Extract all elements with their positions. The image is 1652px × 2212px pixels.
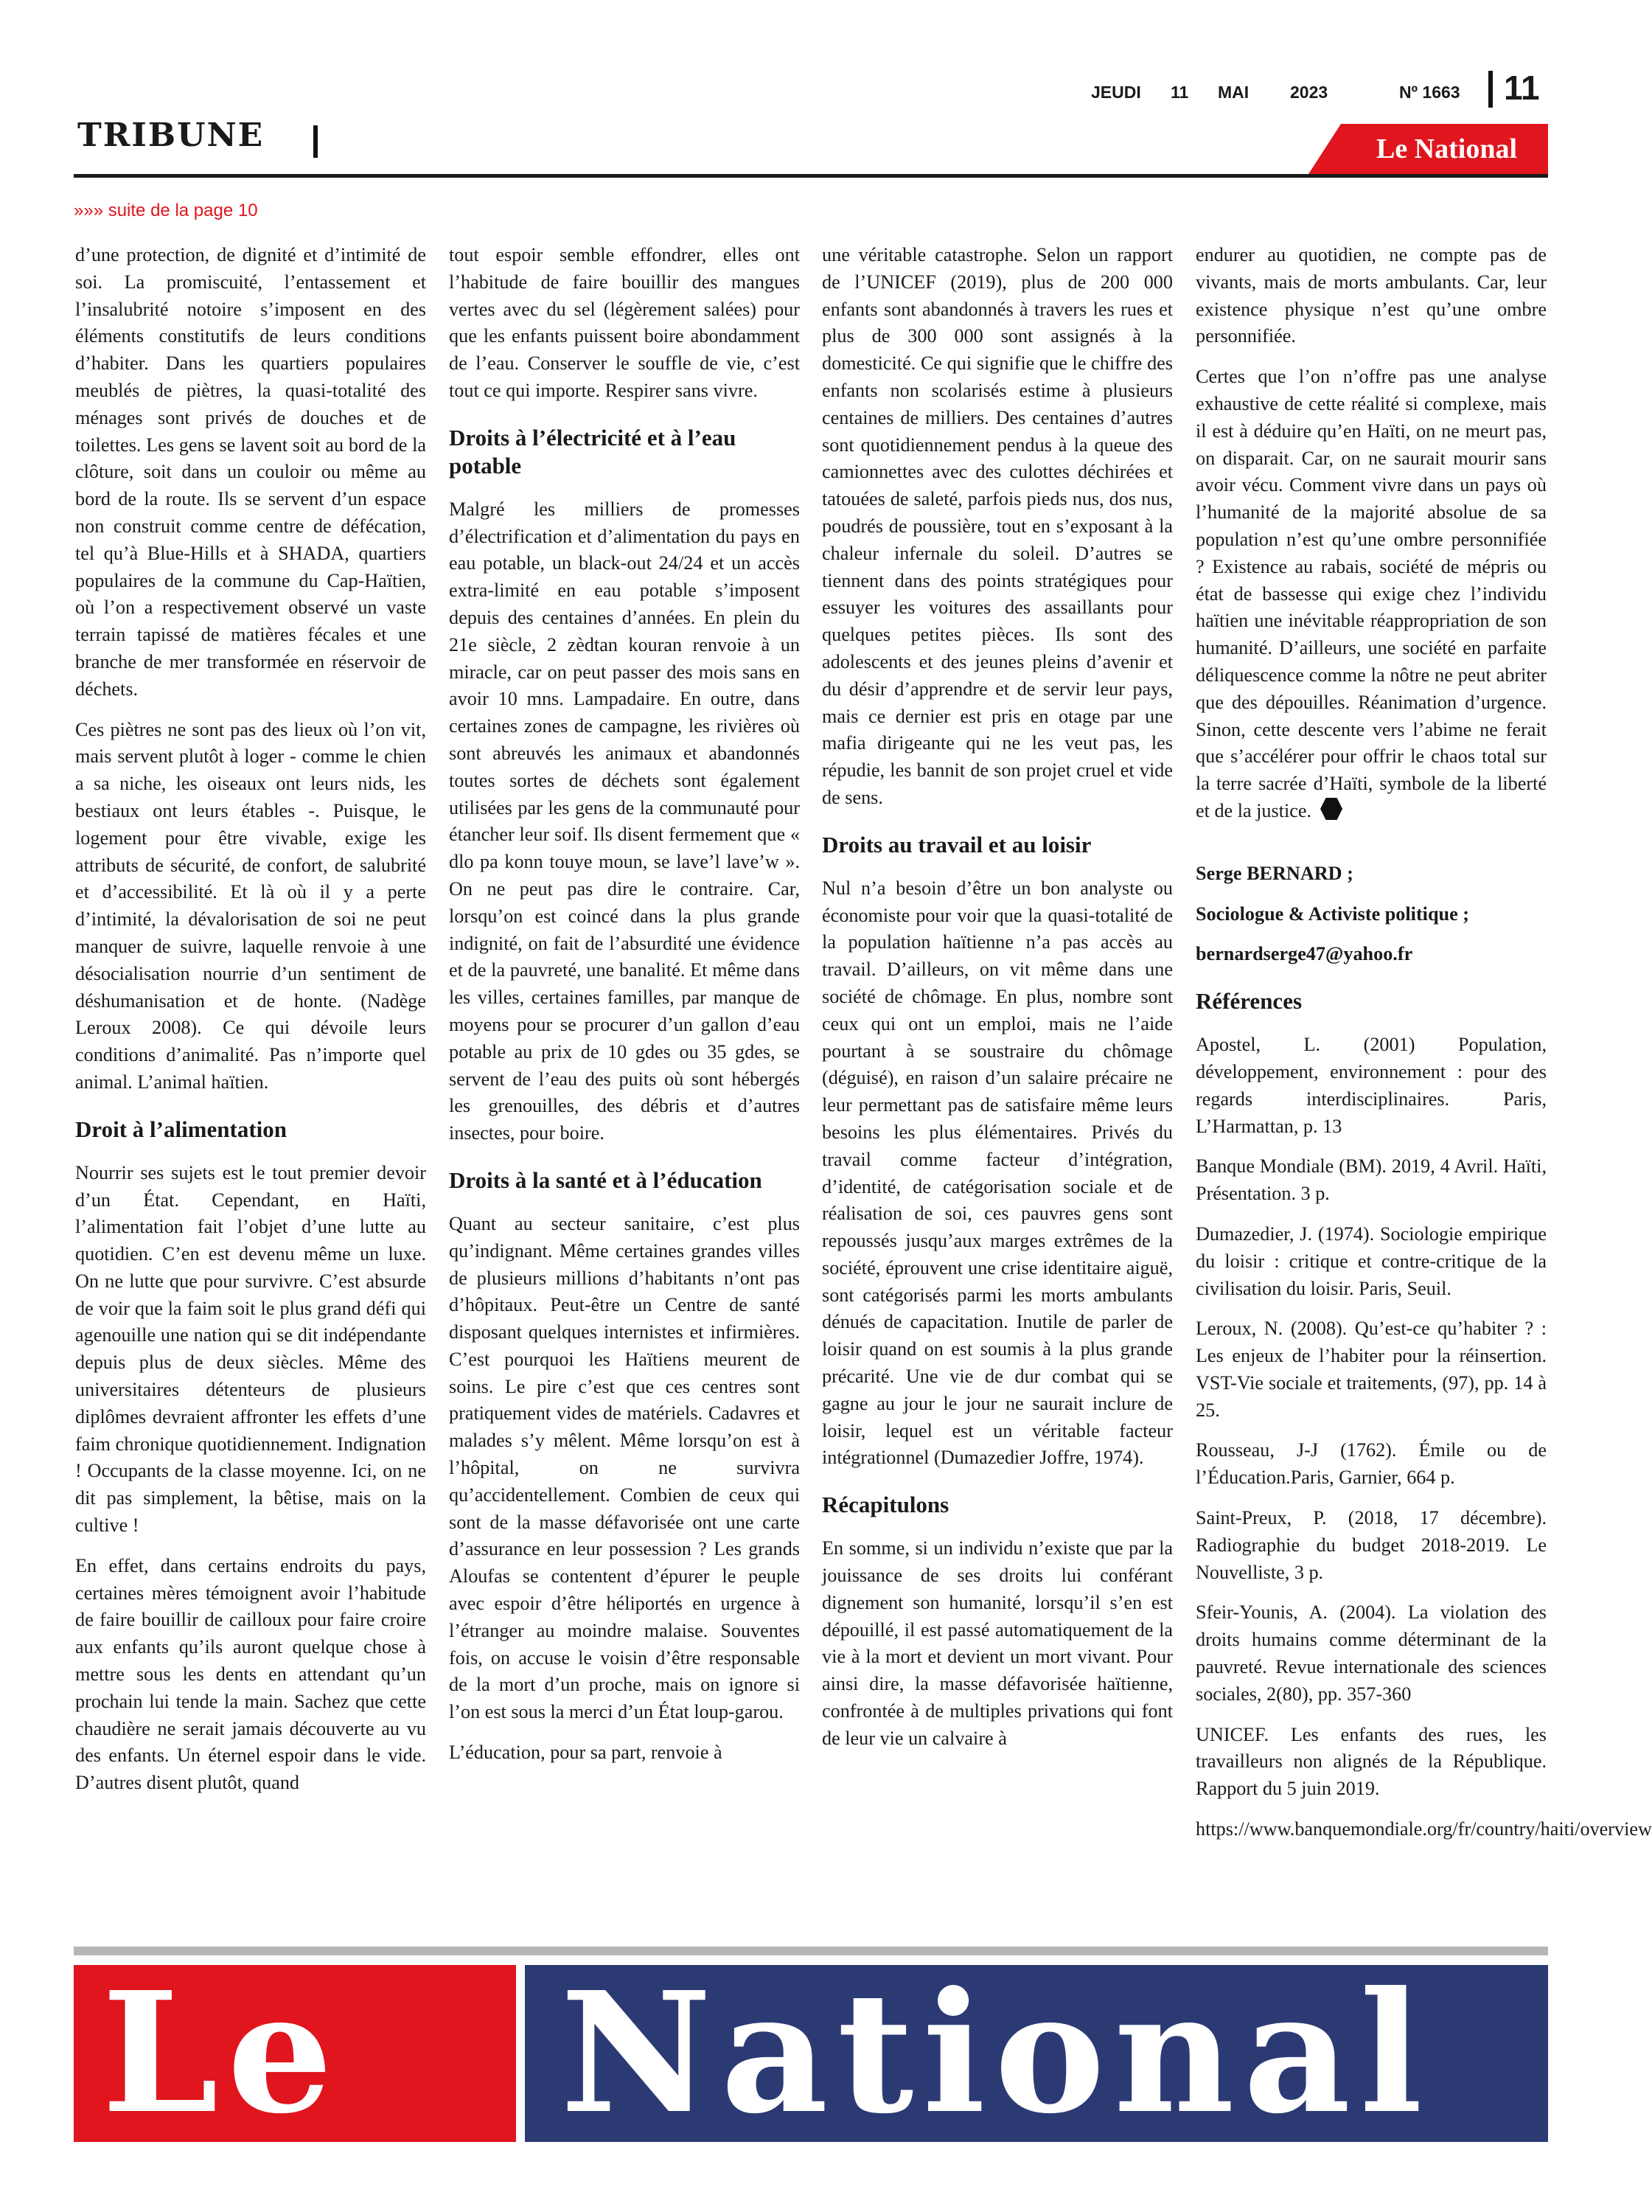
- section-title: TRIBUNE: [77, 116, 265, 154]
- reference-item: Leroux, N. (2008). Qu’est-ce qu’habiter ? : Les enjeux de l’habiter pour la réinsertion. VST-Vie sociale et traitements, (97), pp. 14 à 25.: [1196, 1318, 1547, 1421]
- continued-from-note: »»» suite de la page 10: [74, 201, 258, 220]
- article-column-2: [449, 242, 800, 1935]
- paragraph-text: Certes que l’on n’offre pas une analyse exhaustive de cette réalité si complexe, mais il est à déduire qu’en Haïti, on ne meurt pas, on disparait. Car, on ne saurait mourir sans avoir vécu. Comment vivre dans un pays où l’humanité de la majorité absolue de sa population n’est qu’une ombre personnifiée ? Existence au rabais, société de mépris ou état de bassesse qui exige chez l’individu haïtien une inévitable réappropriation de son humanité. D’ailleurs, une société en parfaite déliquescence comme la nôtre ne peut abriter que des dépouilles. Réanimation d’urgence. Sinon, cette descente vers l’abime ne ferait que s’accélérer pour offrir le chaos total sur la terre sacrée d’Haïti, symbole de la liberté et de la justice.: [1196, 366, 1547, 821]
- subheading-sante-education: Droits à la santé et à l’éducation: [449, 1166, 762, 1193]
- masthead-banner: [74, 1956, 1548, 2151]
- end-of-article-icon: [1320, 798, 1342, 820]
- author-name: Serge BERNARD ;: [1196, 862, 1353, 884]
- issue-year: 2023: [1290, 83, 1328, 102]
- page-number: 11: [1504, 69, 1540, 107]
- references-heading: Références: [1196, 988, 1303, 1015]
- reference-item: Sfeir-Younis, A. (2004). La violation des droits humains comme déterminant de la pauvreté. Revue internationale des sciences sociales, 2(80), pp. 357-360: [1196, 1601, 1547, 1705]
- footer-rule: [74, 1947, 1548, 1955]
- article-column-3: [822, 242, 1173, 1935]
- page-number-divider: [1488, 71, 1493, 108]
- paragraph: Ces piètres ne sont pas des lieux où l’on vit, mais servent plutôt à loger - comme le chien a sa niche, les oiseaux ont leurs nids, les bestiaux ont leurs étables -. Puisque, le logement pour être vivable, exige les attributs de sécurité, de confort, de salubrité et d’accessibilité. Et là où il y a perte d’intimité, la dévalorisation de soi ne peut manquer de suivre, laquelle renvoie à une désocialisation nourrie d’un sentiment de déshumanisation et de honte. (Nadège Leroux 2008). Ce qui dévoile leurs conditions d’animalité. Pas n’importe quel animal. L’animal haïtien.: [75, 718, 426, 1093]
- paragraph: tout espoir semble effondrer, elles ont l’habitude de faire bouillir des mangues vertes avec du sel (légèrement salées) pour que les enfants puissent boire abondamment de l’eau. Conserver le souffle de vie, c’est tout ce qui importe. Respirer sans vivre.: [449, 244, 800, 401]
- subheading-alimentation: Droit à l’alimentation: [75, 1116, 287, 1142]
- reference-item: Banque Mondiale (BM). 2019, 4 Avril. Haïti, Présentation. 3 p.: [1196, 1155, 1547, 1205]
- subheading-travail-loisir: Droits au travail et au loisir: [822, 831, 1092, 858]
- paragraph: Nourrir ses sujets est le tout premier devoir d’un État. Cependant, en Haïti, l’alimentation fait l’objet d’une lutte au quotidien. C’en est devenu même un luxe. On ne lutte que pour survivre. C’est absurde de voir que la faim soit le plus grand défi qui agenouille une nation qui se dit indépendante depuis plus de deux siècles. Même des universitaires détenteurs de plusieurs diplômes devraient affronter les effets d’une faim chronique quotidiennement. Indignation ! Occupants de la classe moyenne. Ici, on ne dit pas simplement, la bêtise, mais on la cultive !: [75, 1161, 426, 1537]
- paragraph: [1196, 364, 1547, 825]
- header-rule: [74, 174, 1548, 178]
- subheading-electricite-eau: Droits à l’électricité et à l’eau potable: [449, 424, 736, 479]
- paragraph: Quant au secteur sanitaire, c’est plus qu’indignant. Même certaines grandes villes de plusieurs millions d’habitants n’ont pas d’hôpitaux. Peut-être un Centre de santé disposant quelques internistes et infirmières. C’est pourquoi les Haïtiens meurent de soins. Le pire c’est que ces centres sont pratiquement vides de matériels. Cadavres et malades s’y mêlent. Même lorsqu’on est à l’hôpital, on ne survivra qu’accidentellement. Combien de ceux qui sont de la masse défavorisée ont une carte d’assurance en leur possession ? Les grands Aloufas se contentent d’épurer le peuple avec espoir d’être héliportés en urgence à l’étranger au moindre malaise. Souventes fois, on accuse le voisin d’être responsable de la mort d’un proche, mais on ignore si l’on est sous la merci d’un État loup-garou.: [449, 1212, 800, 1723]
- paragraph: endurer au quotidien, ne compte pas de vivants, mais de morts ambulants. Car, leur existence physique n’est qu’une ombre personnifiée.: [1196, 244, 1547, 347]
- paragraph: En effet, dans certains endroits du pays, certaines mères témoignent avoir l’habitude de faire bouillir de cailloux pour faire croire aux enfants qu’ils auront quelque chose à mettre sous les dents en attendant qu’un prochain lui tende la main. Sachez que cette chaudière ne serait jamais découverte au vu des enfants. Un éternel espoir dans le vide. D’autres disent plutôt, quand: [75, 1554, 426, 1794]
- issue-number: Nº 1663: [1399, 83, 1460, 102]
- paragraph: En somme, si un individu n’existe que par la jouissance de ses droits lui conférant dignement son humanité, lorsqu’il s’en est dépouillé, il est passé automatiquement de la vie à la mort et devient un mort vivant. Pour ainsi dire, la masse défavorisée haïtienne, confrontée à de multiples privations qui font de leur vie un calvaire à: [822, 1537, 1173, 1749]
- brand-name: Le National: [1376, 133, 1518, 164]
- issue-month: MAI: [1218, 83, 1250, 102]
- paragraph: L’éducation, pour sa part, renvoie à: [449, 1742, 722, 1764]
- paragraph: Nul n’a besoin d’être un bon analyste ou économiste pour voir que la quasi-totalité de la population haïtienne n’a pas accès au travail. D’ailleurs, on vit même dans une société de chômage. En plus, nombre sont ceux qui ont un emploi, mais ne l’aide pourtant à se soustraire du chômage (déguisé), en raison d’un salaire précaire ne leur permettant pas de satisfaire même leurs besoins les plus élémentaires. Privés du travail comme facteur d’intégration, d’identité, de catégorisation sociale et de réalisation de soi, ces pauvres gens sont repoussés jusqu’aux marges extrêmes de la société, éprouvent une crise identitaire aiguë, sont catégorisés parmi les morts ambulants dénués de capacitation. Inutile de parler de loisir quand on est soumis à la plus grande précarité. Une vie de dur combat qui se gagne au jour le jour ne saurait inclure de loisir, lequel est un véritable facteur intégrationnel (Dumazedier Joffre, 1974).: [822, 877, 1173, 1469]
- subheading-recapitulons: Récapitulons: [822, 1492, 949, 1518]
- issue-day: JEUDI: [1091, 83, 1141, 102]
- article-column-4: [1196, 242, 1652, 1935]
- reference-item: Dumazedier, J. (1974). Sociologie empirique du loisir : critique et contre-critique de la civilisation du loisir. Paris, Seuil.: [1196, 1222, 1547, 1299]
- issue-date: 11: [1171, 83, 1189, 102]
- paragraph: d’une protection, de dignité et d’intimité de soi. La promiscuité, l’entassement et l’insalubrité notoire s’imposent en des éléments constitutifs de leurs conditions d’habiter. Dans les quartiers populaires meublés de piètres, la quasi-totalité des ménages sont privés de douches et de toilettes. Les gens se lavent soit au bord de la clôture, soit dans un couloir ou même au bord de la route. Ils se servent d’un espace non construit comme centre de défécation, tel qu’à Blue-Hills et à SHADA, quartiers populaires de la commune du Cap-Haïtien, où l’on a respectivement observé un vaste terrain tapissé de matières fécales et une branche de mer transformée en réservoir de déchets.: [75, 244, 426, 700]
- paragraph: Malgré les milliers de promesses d’électrification et d’alimentation du pays en eau potable, un black-out 24/24 et un accès extra-limité en eau potable s’imposent depuis des centaines d’années. En plein du 21e siècle, 2 zèdtan kouran renvoie à un miracle, car on peut passer des mois sans en avoir 10 mns. Lampadaire. En outre, dans certaines zones de campagne, les rivières où sont abreuvés les animaux et abandonnés toutes sortes de déchets sont également utilisées par les gens de la communauté pour étancher leur soif. Ils disent fermement que « dlo pa konn touye moun, se lave’l lave’w ». On ne peut pas dire le contraire. Car, lorsqu’on est coincé dans la plus grande indignité, on fait de l’absurdité une évidence et de la pauvreté, une banalité. Et même dans les villes, certaines familles, par manque de moyens pour se procurer d’un gallon d’eau potable au prix de 10 gdes ou 35 gdes, se servent de l’eau des puits où sont hébergés les grenouilles, des débris et d’autres insectes, pour boire.: [449, 498, 800, 1144]
- paragraph: une véritable catastrophe. Selon un rapport de l’UNICEF (2019), plus de 200 000 enfants sont abandonnés à travers les rues et plus de 300 000 sont assignés à la domesticité. Ce qui signifie que le chiffre des enfants non scolarisés estime à plusieurs centaines de milliers. Des centaines d’autres sont quotidiennement pendus à la queue des camionnettes avec des culottes déchirées et tatouées de saleté, parfois pieds nus, dos nus, poudrés de poussière, tout en s’exposant à la chaleur infernale du soleil. D’autres se tiennent dans des points stratégiques pour essuyer les voitures des assaillants pour quelques petites pièces. Ils sont des adolescents et des jeunes pleins d’avenir et du désir d’apprendre et de servir leur pays, mais ce dernier est pris en otage par une mafia dirigeante qui ne les veut pas, les répudie, les bannit de son projet cruel et vide de sens.: [822, 244, 1173, 808]
- reference-item: Apostel, L. (2001) Population, développement, environnement : pour des regards interdisciplinaires. Paris, L’Harmattan, p. 13: [1196, 1034, 1547, 1137]
- banner-word-le: Le: [102, 1956, 342, 2151]
- banner-divider: [516, 1965, 525, 2142]
- banner-word-national: National: [560, 1956, 1432, 2151]
- author-email: bernardserge47@yahoo.fr: [1196, 943, 1413, 965]
- reference-item: Saint-Preux, P. (2018, 17 décembre). Radiographie du budget 2018-2019. Le Nouvelliste, 3 p.: [1196, 1507, 1547, 1583]
- reference-link[interactable]: https://www.banquemondiale.org/fr/country/haiti/overview: [1196, 1818, 1652, 1840]
- issue-info: [1091, 72, 1474, 109]
- reference-item: Rousseau, J-J (1762). Émile ou de l’Éducation.Paris, Garnier, 664 p.: [1196, 1439, 1547, 1489]
- reference-item: UNICEF. Les enfants des rues, les travailleurs non alignés de la République. Rapport du 5 juin 2019.: [1196, 1723, 1547, 1800]
- article-column-1: [75, 242, 426, 1935]
- author-title: Sociologue & Activiste politique ;: [1196, 902, 1469, 925]
- section-title-divider: [313, 125, 318, 158]
